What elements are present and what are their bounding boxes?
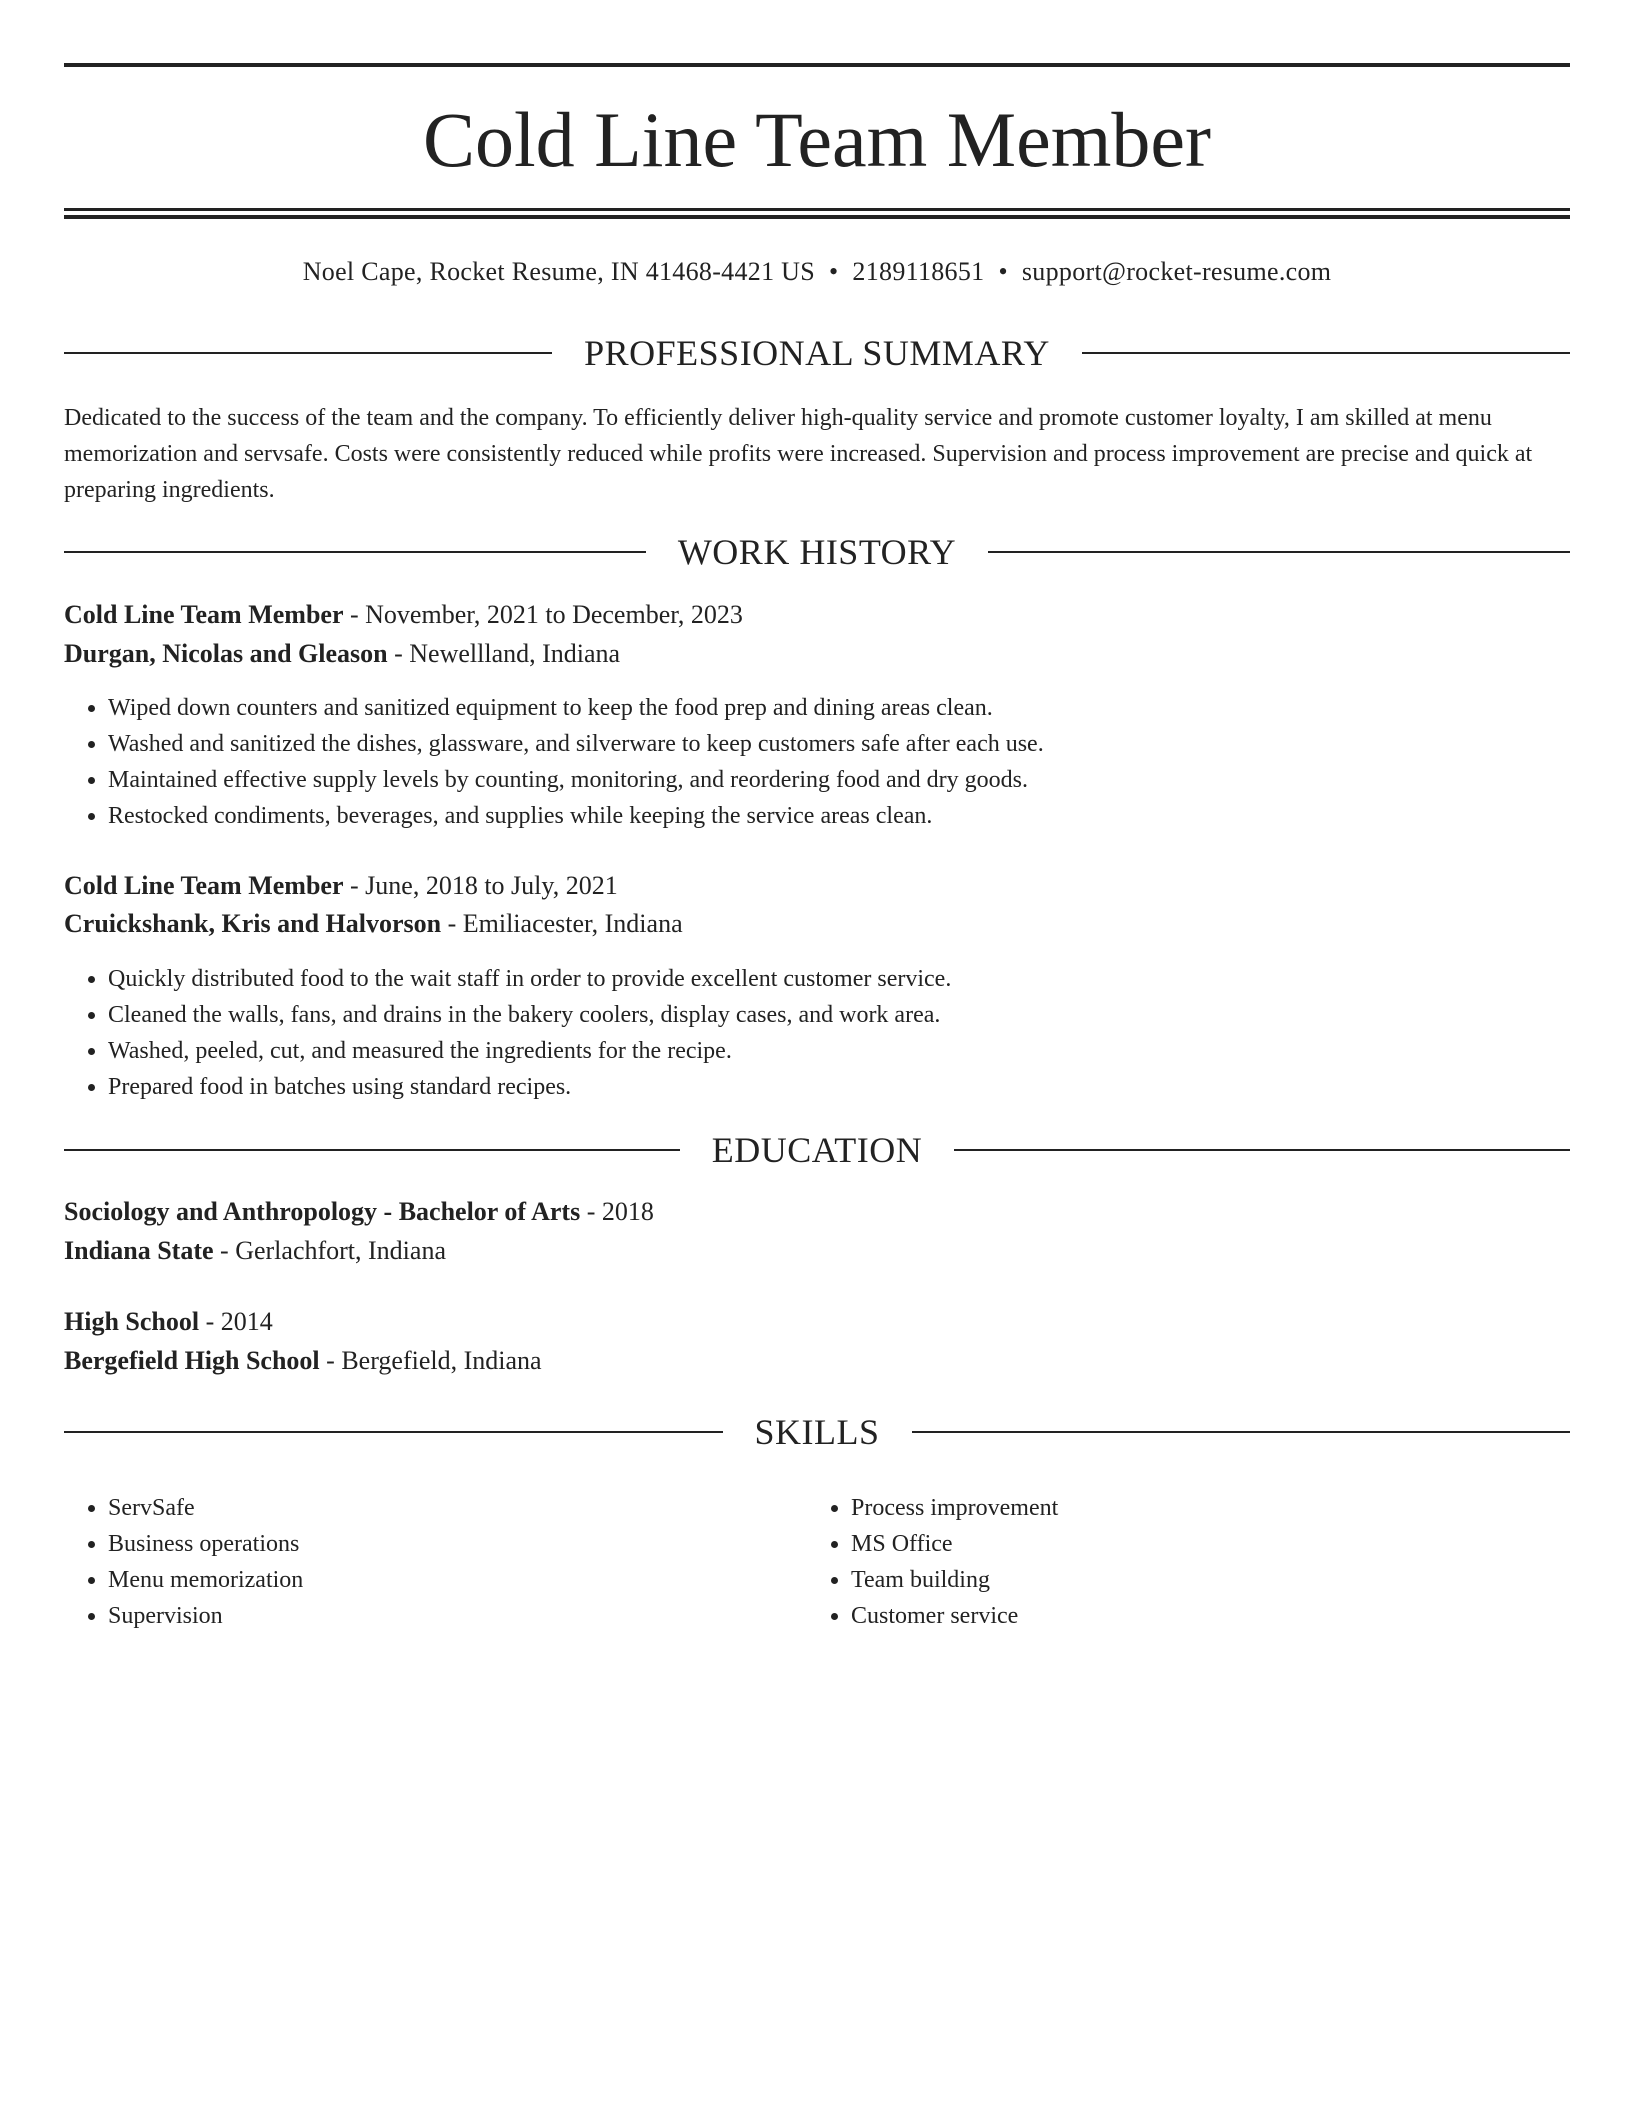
section-header-summary — [64, 331, 1570, 375]
education-year: - 2018 — [580, 1197, 654, 1226]
education-degree: High School — [64, 1307, 200, 1336]
contact-email: support@rocket-resume.com — [1021, 257, 1332, 286]
contact-separator: • — [829, 257, 839, 286]
section-rule-right — [954, 1149, 1570, 1151]
education-degree: Sociology and Anthropology - Bachelor of Arts — [64, 1197, 581, 1226]
title-rule-thin — [64, 208, 1570, 211]
job-role: Cold Line Team Member — [64, 600, 344, 629]
education-year: - 2014 — [199, 1307, 273, 1336]
job-title-line — [64, 868, 618, 904]
contact-phone: 2189118651 — [852, 257, 985, 286]
section-rule-left — [64, 1149, 680, 1151]
skills-list-right — [807, 1490, 1541, 1634]
job-company-line — [64, 636, 620, 672]
section-rule-right — [912, 1431, 1571, 1433]
skill-item: • Business operations — [108, 1526, 798, 1562]
education-school-line — [64, 1233, 446, 1269]
summary-text: Dedicated to the success of the team and the company. To efficiently deliver high-quality service and promote customer loyalty, I am skilled at menu memorization and servsafe. Costs were consistently reduced while profits were increased. Supervision and process improvement are precise and quick at preparing ingredients. — [64, 405, 1533, 503]
section-header-skills — [64, 1410, 1570, 1454]
job-company-line — [64, 906, 683, 942]
section-header-work-history — [64, 530, 1570, 574]
skill-item: • MS Office — [851, 1526, 1541, 1562]
job-duty: • Washed, peeled, cut, and measured the ingredients for the recipe. — [108, 1033, 1568, 1069]
top-rule — [64, 63, 1570, 67]
job-duty: • Quickly distributed food to the wait staff in order to provide excellent customer service. — [108, 961, 1568, 997]
skills-list-left — [64, 1490, 798, 1634]
education-location: - Gerlachfort, Indiana — [213, 1236, 446, 1265]
job-location: - Emiliacester, Indiana — [441, 909, 683, 938]
resume-title: Cold Line Team Member — [422, 96, 1212, 183]
job-duty: • Prepared food in batches using standard recipes. — [108, 1069, 1568, 1105]
job-duties-list — [64, 961, 1568, 1105]
section-rule-left — [64, 352, 552, 354]
job-dates: - June, 2018 to July, 2021 — [343, 871, 618, 900]
job-location: - Newellland, Indiana — [387, 639, 621, 668]
education-school: Bergefield High School — [64, 1346, 320, 1375]
contact-separator: • — [998, 257, 1008, 286]
job-duty: • Cleaned the walls, fans, and drains in the bakery coolers, display cases, and work area. — [108, 997, 1568, 1033]
skill-item: • Menu memorization — [108, 1562, 798, 1598]
education-school-line — [64, 1343, 542, 1379]
job-duty: • Restocked condiments, beverages, and supplies while keeping the service areas clean. — [108, 798, 1568, 834]
job-title-line — [64, 597, 743, 633]
contact-line — [64, 254, 1570, 290]
job-duties-list — [64, 690, 1568, 834]
education-degree-line — [64, 1304, 273, 1340]
section-rule-left — [64, 1431, 723, 1433]
section-title-skills: SKILLS — [754, 1412, 880, 1452]
section-rule-left — [64, 551, 646, 553]
education-degree-line — [64, 1194, 654, 1230]
skill-item: • Process improvement — [851, 1490, 1541, 1526]
section-rule-right — [988, 551, 1570, 553]
section-rule-right — [1082, 352, 1570, 354]
job-company: Durgan, Nicolas and Gleason — [64, 639, 388, 668]
section-title-summary: PROFESSIONAL SUMMARY — [584, 333, 1050, 373]
skill-item: • Supervision — [108, 1598, 798, 1634]
education-school: Indiana State — [64, 1236, 214, 1265]
title-rule-thick — [64, 215, 1570, 219]
job-dates: - November, 2021 to December, 2023 — [343, 600, 743, 629]
section-header-education — [64, 1128, 1570, 1172]
skill-item: • Customer service — [851, 1598, 1541, 1634]
contact-address: Noel Cape, Rocket Resume, IN 41468-4421 US — [302, 257, 816, 286]
section-title-education: EDUCATION — [711, 1130, 923, 1170]
job-duty: • Washed and sanitized the dishes, glassware, and silverware to keep customers safe after each use. — [108, 726, 1568, 762]
job-role: Cold Line Team Member — [64, 871, 344, 900]
job-company: Cruickshank, Kris and Halvorson — [64, 909, 442, 938]
job-duty: • Wiped down counters and sanitized equipment to keep the food prep and dining areas clean. — [108, 690, 1568, 726]
skill-item: • ServSafe — [108, 1490, 798, 1526]
education-location: - Bergefield, Indiana — [319, 1346, 542, 1375]
job-duty: • Maintained effective supply levels by counting, monitoring, and reordering food and dry goods. — [108, 762, 1568, 798]
skill-item: • Team building — [851, 1562, 1541, 1598]
section-title-work-history: WORK HISTORY — [677, 532, 957, 572]
